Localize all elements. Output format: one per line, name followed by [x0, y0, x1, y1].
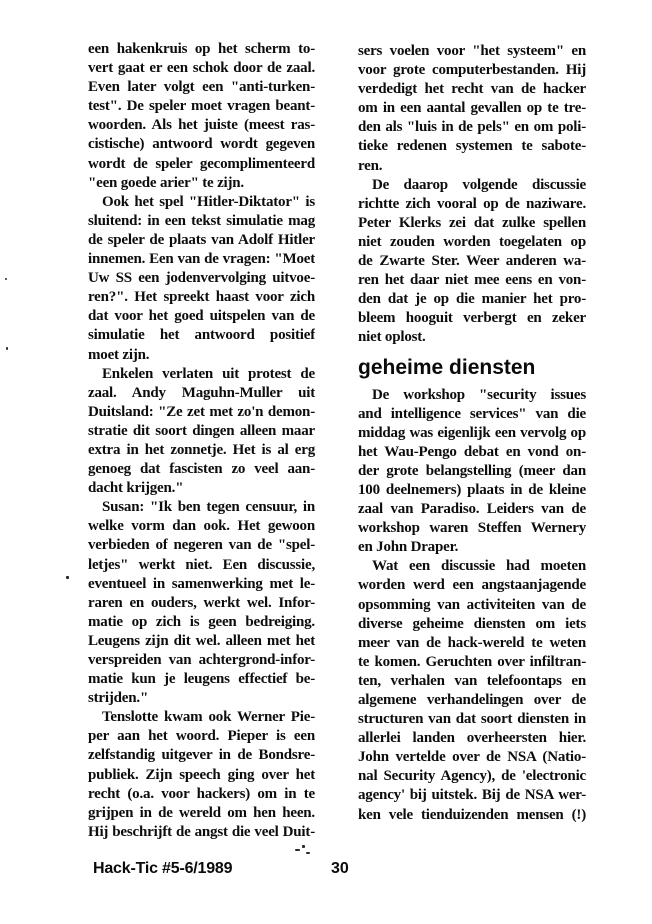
text-line: raren en ouders, werkt wel. Infor- [88, 594, 315, 611]
scan-speck [302, 845, 305, 848]
text-line: zaal. Andy Maguhn-Muller uit [88, 384, 315, 401]
text-line: Wat een discussie had moeten [372, 558, 586, 575]
text-line: letjes" werkt niet. Een discussie, [88, 556, 315, 573]
footer-page-number: 30 [331, 860, 349, 877]
text-line: matie kun je leugens effectief be- [88, 671, 315, 688]
text-line: om in een aantal gevallen op te tre- [358, 100, 586, 117]
text-line: verbieden of negeren van de "spel- [88, 537, 315, 554]
text-line: dacht krijgen." [88, 480, 184, 497]
right-text-column [358, 42, 586, 842]
paragraph [358, 176, 586, 348]
text-line: dat voor het goed uitspelen van de [88, 308, 315, 325]
text-line: strijden." [88, 690, 149, 707]
text-line: sers voelen voor "het systeem" en [358, 43, 586, 59]
text-line: genoeg dat fascisten zo veel aan- [88, 461, 315, 478]
text-line: simulatie het antwoord positief [88, 327, 315, 344]
text-line: vert gaat er een schok door de zaal. [88, 60, 315, 77]
text-line: eventueel in samenwerking met le- [88, 575, 315, 592]
text-line: Ook het spel "Hitler-Diktator" is [102, 193, 315, 210]
scan-speck [66, 576, 69, 579]
text-line: Uw SS een jodenvervolging uitvoe- [88, 270, 315, 287]
text-line: zaal van Paradiso. Leiders van de [358, 501, 586, 518]
text-line: Enkelen verlaten uit protest de [102, 365, 315, 382]
text-line: structuren van dat soort diensten in [358, 711, 586, 728]
text-line: extra in het zonnetje. Het is al erg [88, 441, 315, 458]
text-line: nal Security Agency), de 'electronic [358, 768, 586, 785]
left-text-column [88, 40, 315, 850]
text-line: and intelligence services" van die [358, 405, 586, 422]
text-line: De daarop volgende discussie [372, 176, 586, 193]
text-line: voor grote computerbestanden. Hij [358, 62, 586, 79]
footer-issue-label: Hack-Tic #5-6/1989 [93, 860, 233, 877]
text-line: tieke redenen systemen te sabote- [358, 138, 586, 155]
text-line: stratie dit soort dingen alleen maar [88, 422, 315, 439]
text-line: innemen. Een van de vragen: "Moet [88, 251, 315, 268]
scan-speck [6, 347, 8, 350]
text-line: diverse geheime diensten om iets [358, 615, 586, 632]
text-line: John vertelde over de NSA (Natio- [358, 749, 586, 766]
text-line: workshop waren Steffen Wernery [358, 520, 586, 537]
text-line: per aan het woord. Pieper is een [88, 728, 315, 745]
text-line: en John Draper. [358, 539, 459, 556]
text-line: recht (o.a. voor hackers) om in te [88, 785, 315, 802]
text-line: Duitsland: "Ze zet met zo'n demon- [88, 403, 315, 420]
text-line: het Wau-Pengo debat en vond on- [358, 443, 586, 460]
text-line: wordt de speler gecomplimenteerd [88, 155, 315, 172]
text-line: ren het daar niet mee eens en von- [358, 272, 586, 289]
text-line: Hij beschrijft de angst die veel Duit- [88, 823, 315, 840]
text-line: cistische) antwoord wordt gegeven [88, 136, 315, 153]
text-line: ren. [358, 157, 383, 174]
paragraph [88, 365, 315, 499]
text-line: Peter Klerks zei dat zulke spellen [358, 214, 586, 231]
section-heading: geheime diensten [358, 355, 536, 379]
paragraph [88, 498, 315, 708]
text-line: worden werd een angstaanjagende [358, 577, 586, 594]
text-line: den dat je op die manier het pro- [358, 291, 586, 308]
text-line: allerlei landen overheersten hier. [358, 730, 586, 747]
text-line: welke vorm dan ook. Het gewoon [88, 518, 315, 535]
text-line: de speler de plaats van Adolf Hitler [88, 231, 315, 248]
text-line: te komen. Geruchten over infiltran- [358, 653, 586, 670]
text-line: de Zwarte Ster. Weer anderen wa- [358, 253, 586, 270]
text-line: test". De speler moet vragen beant- [88, 98, 315, 115]
paragraph [88, 40, 315, 193]
text-line: ten, verhalen van telefoontaps en [358, 672, 586, 689]
text-line: 100 deelnemers) plaats in de kleine [358, 481, 586, 498]
text-line: middag was eigenlijk een vervolg op [358, 424, 586, 441]
text-line: bleem hooguit verbergt en zeker [358, 310, 586, 327]
text-line: moet zijn. [88, 346, 150, 363]
text-line: opsomming van activiteiten van de [358, 596, 586, 613]
scan-speck [5, 278, 7, 280]
text-line: Susan: "Ik ben tegen censuur, in [102, 499, 315, 516]
text-line: woorden. Als het juiste (meest ras- [88, 117, 315, 134]
text-line: meer van de hack-wereld te weten [358, 634, 586, 651]
text-line: sluitend: in een tekst simulatie mag [88, 212, 315, 229]
text-line: agency' bij uitstek. Bij de NSA wer- [358, 787, 586, 804]
paragraph [358, 42, 586, 176]
text-line: der grote belangstelling (meer dan [358, 462, 586, 479]
text-line: verdedigt het recht van de hacker [358, 81, 586, 98]
text-line: Tenslotte kwam ook Werner Pie- [102, 709, 315, 726]
scan-speck [306, 852, 310, 854]
paragraph [88, 708, 315, 842]
text-line: een hakenkruis op het scherm to- [88, 41, 315, 57]
text-line: "een goede arier" te zijn. [88, 174, 244, 191]
text-line: De workshop "security issues [372, 386, 586, 403]
text-line: grijpen in de wereld om hen heen. [88, 804, 315, 821]
text-line: Even later volgt een "anti-turken- [88, 79, 315, 96]
text-line: Leugens zijn dit wel. alleen met het [88, 632, 315, 649]
text-line: publiek. Zijn speech ging over het [88, 766, 315, 783]
text-line: niet oplost. [358, 329, 426, 346]
paragraph [88, 193, 315, 365]
text-line: niet zouden worden toegelaten op [358, 233, 586, 250]
scan-speck [295, 849, 300, 851]
text-line: ken vele tienduizenden mensen (!) [358, 806, 586, 823]
text-line: algemene verhandelingen over de [358, 692, 586, 708]
text-line: matie op zich is geen bedreiging. [88, 613, 315, 630]
text-line: den als "luis in de pels" en om poli- [358, 119, 586, 136]
text-line: verspreiden van achtergrond-infor- [88, 652, 315, 668]
text-line: ren?". Het spreekt haast voor zich [88, 289, 315, 306]
paragraph [358, 386, 586, 558]
paragraph [358, 557, 586, 824]
text-line: richtte zich vooral op de naziware. [358, 195, 586, 212]
text-line: zelfstandig uitgever in de Bondsre- [88, 747, 315, 764]
